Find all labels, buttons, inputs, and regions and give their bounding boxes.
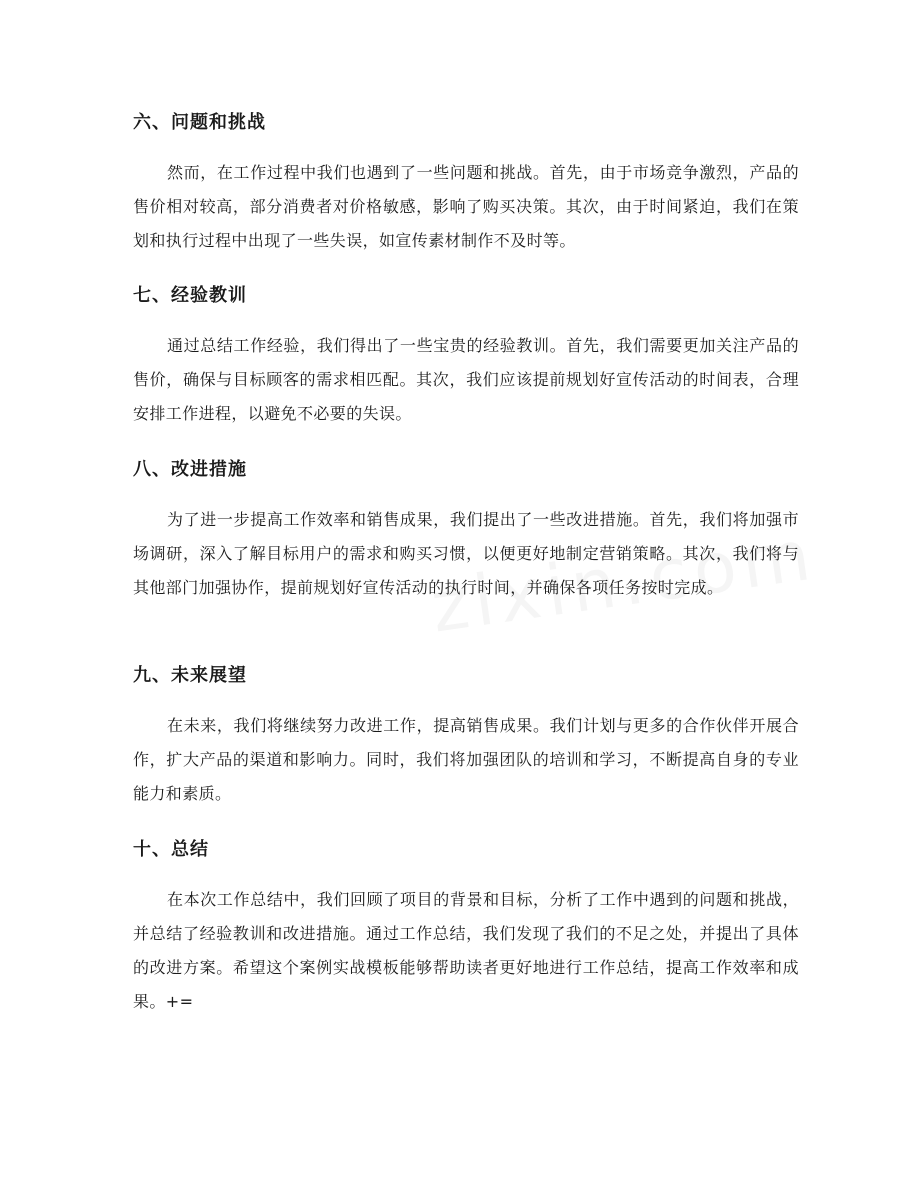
section-heading: 九、未来展望 bbox=[133, 665, 247, 686]
section-paragraph: 为了进一步提高工作效率和销售成果，我们提出了一些改进措施。首先，我们将加强市场调研，深入了解目标用户的需求和购买习惯，以便更好地制定营销策略。其次，我们将与其他部门加强协作，提前规划好宣传活动的执行时间，并确保各项任务按时完成。 bbox=[133, 510, 799, 597]
section-paragraph: 通过总结工作经验，我们得出了一些宝贵的经验教训。首先，我们需要更加关注产品的售价，确保与目标顾客的需求相匹配。其次，我们应该提前规划好宣传活动的时间表，合理安排工作进程，以避免不必要的失误。 bbox=[133, 336, 799, 423]
section-improvement-measures bbox=[133, 458, 799, 605]
section-heading: 八、改进措施 bbox=[133, 459, 247, 480]
section-paragraph: 在未来，我们将继续努力改进工作，提高销售成果。我们计划与更多的合作伙伴开展合作，扩大产品的渠道和影响力。同时，我们将加强团队的培训和学习，不断提高自身的专业能力和素质。 bbox=[133, 716, 799, 803]
section-heading: 六、问题和挑战 bbox=[133, 112, 266, 133]
section-problems-challenges bbox=[133, 111, 799, 258]
section-heading: 七、经验教训 bbox=[133, 285, 247, 306]
section-paragraph: 在本次工作总结中，我们回顾了项目的背景和目标，分析了工作中遇到的问题和挑战，并总结了经验教训和改进措施。通过工作总结，我们发现了我们的不足之处，并提出了具体的改进方案。希望这个案例实战模板能够帮助读者更好地进行工作总结，提高工作效率和成果。+= bbox=[133, 890, 799, 1011]
section-paragraph: 然而，在工作过程中我们也遇到了一些问题和挑战。首先，由于市场竞争激烈，产品的售价相对较高，部分消费者对价格敏感，影响了购买决策。其次，由于时间紧迫，我们在策划和执行过程中出现了一些失误，如宣传素材制作不及时等。 bbox=[133, 163, 799, 250]
section-summary bbox=[133, 838, 799, 1019]
section-future-outlook bbox=[133, 664, 799, 811]
section-lessons-learned bbox=[133, 284, 799, 431]
section-heading: 十、总结 bbox=[133, 839, 209, 860]
